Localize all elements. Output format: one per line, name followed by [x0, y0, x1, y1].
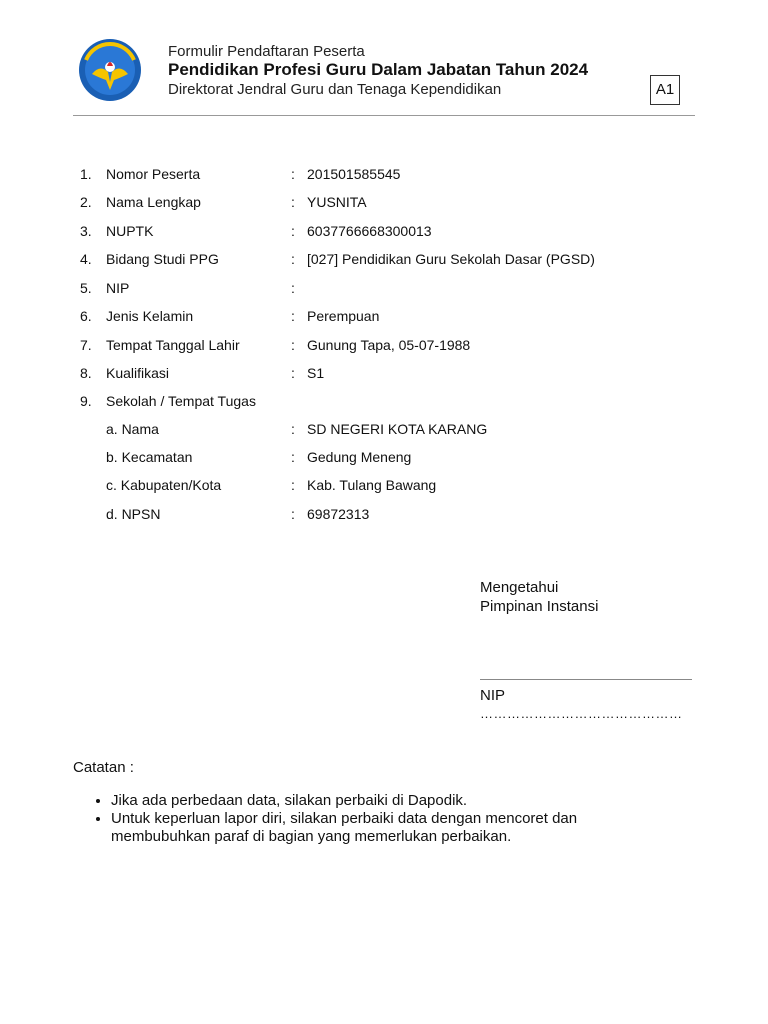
- field-number: 2.: [80, 194, 92, 210]
- field-separator: :: [291, 280, 295, 296]
- field-number: 4.: [80, 251, 92, 267]
- signature-acknowledged-label: Mengetahui: [480, 579, 559, 596]
- field-separator: :: [291, 308, 295, 324]
- field-number: 5.: [80, 280, 92, 296]
- field-value: 69872313: [307, 506, 370, 522]
- field-number: 7.: [80, 337, 92, 353]
- field-value: [027] Pendidikan Guru Sekolah Dasar (PGSD): [307, 251, 595, 267]
- field-number: 8.: [80, 365, 92, 381]
- field-label: Bidang Studi PPG: [106, 251, 219, 267]
- field-value: SD NEGERI KOTA KARANG: [307, 421, 488, 437]
- field-row-nomor-peserta: [0, 160, 768, 188]
- field-value: Gunung Tapa, 05-07-1988: [307, 337, 471, 353]
- field-number: 1.: [80, 166, 92, 182]
- note-item: • Jika ada perbedaan data, silakan perbaiki di Dapodik.: [111, 792, 671, 810]
- field-number: 3.: [80, 223, 92, 239]
- field-separator: :: [291, 194, 295, 210]
- field-row-nuptk: [0, 217, 768, 245]
- field-row-sekolah: [0, 387, 768, 415]
- field-separator: :: [291, 477, 295, 493]
- field-separator: :: [291, 365, 295, 381]
- field-label: Kualifikasi: [106, 365, 170, 381]
- signature-nip-placeholder: ………………………………………: [480, 706, 683, 721]
- field-row-nip: [0, 274, 768, 302]
- field-row-tempat-tanggal-lahir: [0, 331, 768, 359]
- signature-nip-label: NIP: [480, 687, 506, 704]
- field-label: d. NPSN: [106, 506, 161, 522]
- field-separator: :: [291, 251, 295, 267]
- field-label: Jenis Kelamin: [106, 308, 194, 324]
- tut-wuri-handayani-logo-icon: [78, 38, 142, 102]
- field-label: NUPTK: [106, 223, 154, 239]
- field-row-kecamatan: [0, 443, 768, 471]
- field-separator: :: [291, 421, 295, 437]
- field-label: a. Nama: [106, 421, 159, 437]
- field-value: Gedung Meneng: [307, 449, 412, 465]
- field-label: NIP: [106, 280, 130, 296]
- form-subtitle: Formulir Pendaftaran Peserta: [168, 43, 365, 60]
- field-label: Sekolah / Tempat Tugas: [106, 393, 256, 409]
- field-label: Nomor Peserta: [106, 166, 201, 182]
- field-row-sekolah-nama: [0, 415, 768, 443]
- field-number: 9.: [80, 393, 92, 409]
- note-item: • Untuk keperluan lapor diri, silakan perbaiki data dengan mencoret dan membubuhkan paraf di bagian yang memerlukan perbaikan.: [111, 810, 671, 846]
- notes-title: Catatan :: [73, 759, 134, 776]
- signature-line: [480, 679, 692, 680]
- directorate-name: Direktorat Jendral Guru dan Tenaga Kependidikan: [168, 81, 502, 98]
- field-value: Perempuan: [307, 308, 380, 324]
- form-title: Pendidikan Profesi Guru Dalam Jabatan Tahun 2024: [168, 60, 589, 79]
- field-value: YUSNITA: [307, 194, 367, 210]
- document-header: [0, 0, 768, 120]
- field-separator: :: [291, 223, 295, 239]
- field-separator: :: [291, 337, 295, 353]
- field-row-kabupaten-kota: [0, 471, 768, 499]
- field-value: 6037766668300013: [307, 223, 432, 239]
- field-value: Kab. Tulang Bawang: [307, 477, 437, 493]
- form-code-box: A1: [650, 75, 680, 105]
- header-divider: [73, 115, 695, 116]
- field-row-jenis-kelamin: [0, 302, 768, 330]
- field-number: 6.: [80, 308, 92, 324]
- field-separator: :: [291, 449, 295, 465]
- field-label: b. Kecamatan: [106, 449, 193, 465]
- signature-institution-head-label: Pimpinan Instansi: [480, 598, 599, 615]
- field-row-bidang-studi: [0, 245, 768, 273]
- field-value: S1: [307, 365, 325, 381]
- notes-list: [93, 792, 671, 846]
- field-value: 201501585545: [307, 166, 401, 182]
- field-label: Tempat Tanggal Lahir: [106, 337, 240, 353]
- field-label: Nama Lengkap: [106, 194, 201, 210]
- field-row-nama-lengkap: [0, 188, 768, 216]
- field-label: c. Kabupaten/Kota: [106, 477, 222, 493]
- field-row-npsn: [0, 500, 768, 528]
- field-row-kualifikasi: [0, 359, 768, 387]
- field-separator: :: [291, 506, 295, 522]
- signature-block: [480, 578, 598, 616]
- field-separator: :: [291, 166, 295, 182]
